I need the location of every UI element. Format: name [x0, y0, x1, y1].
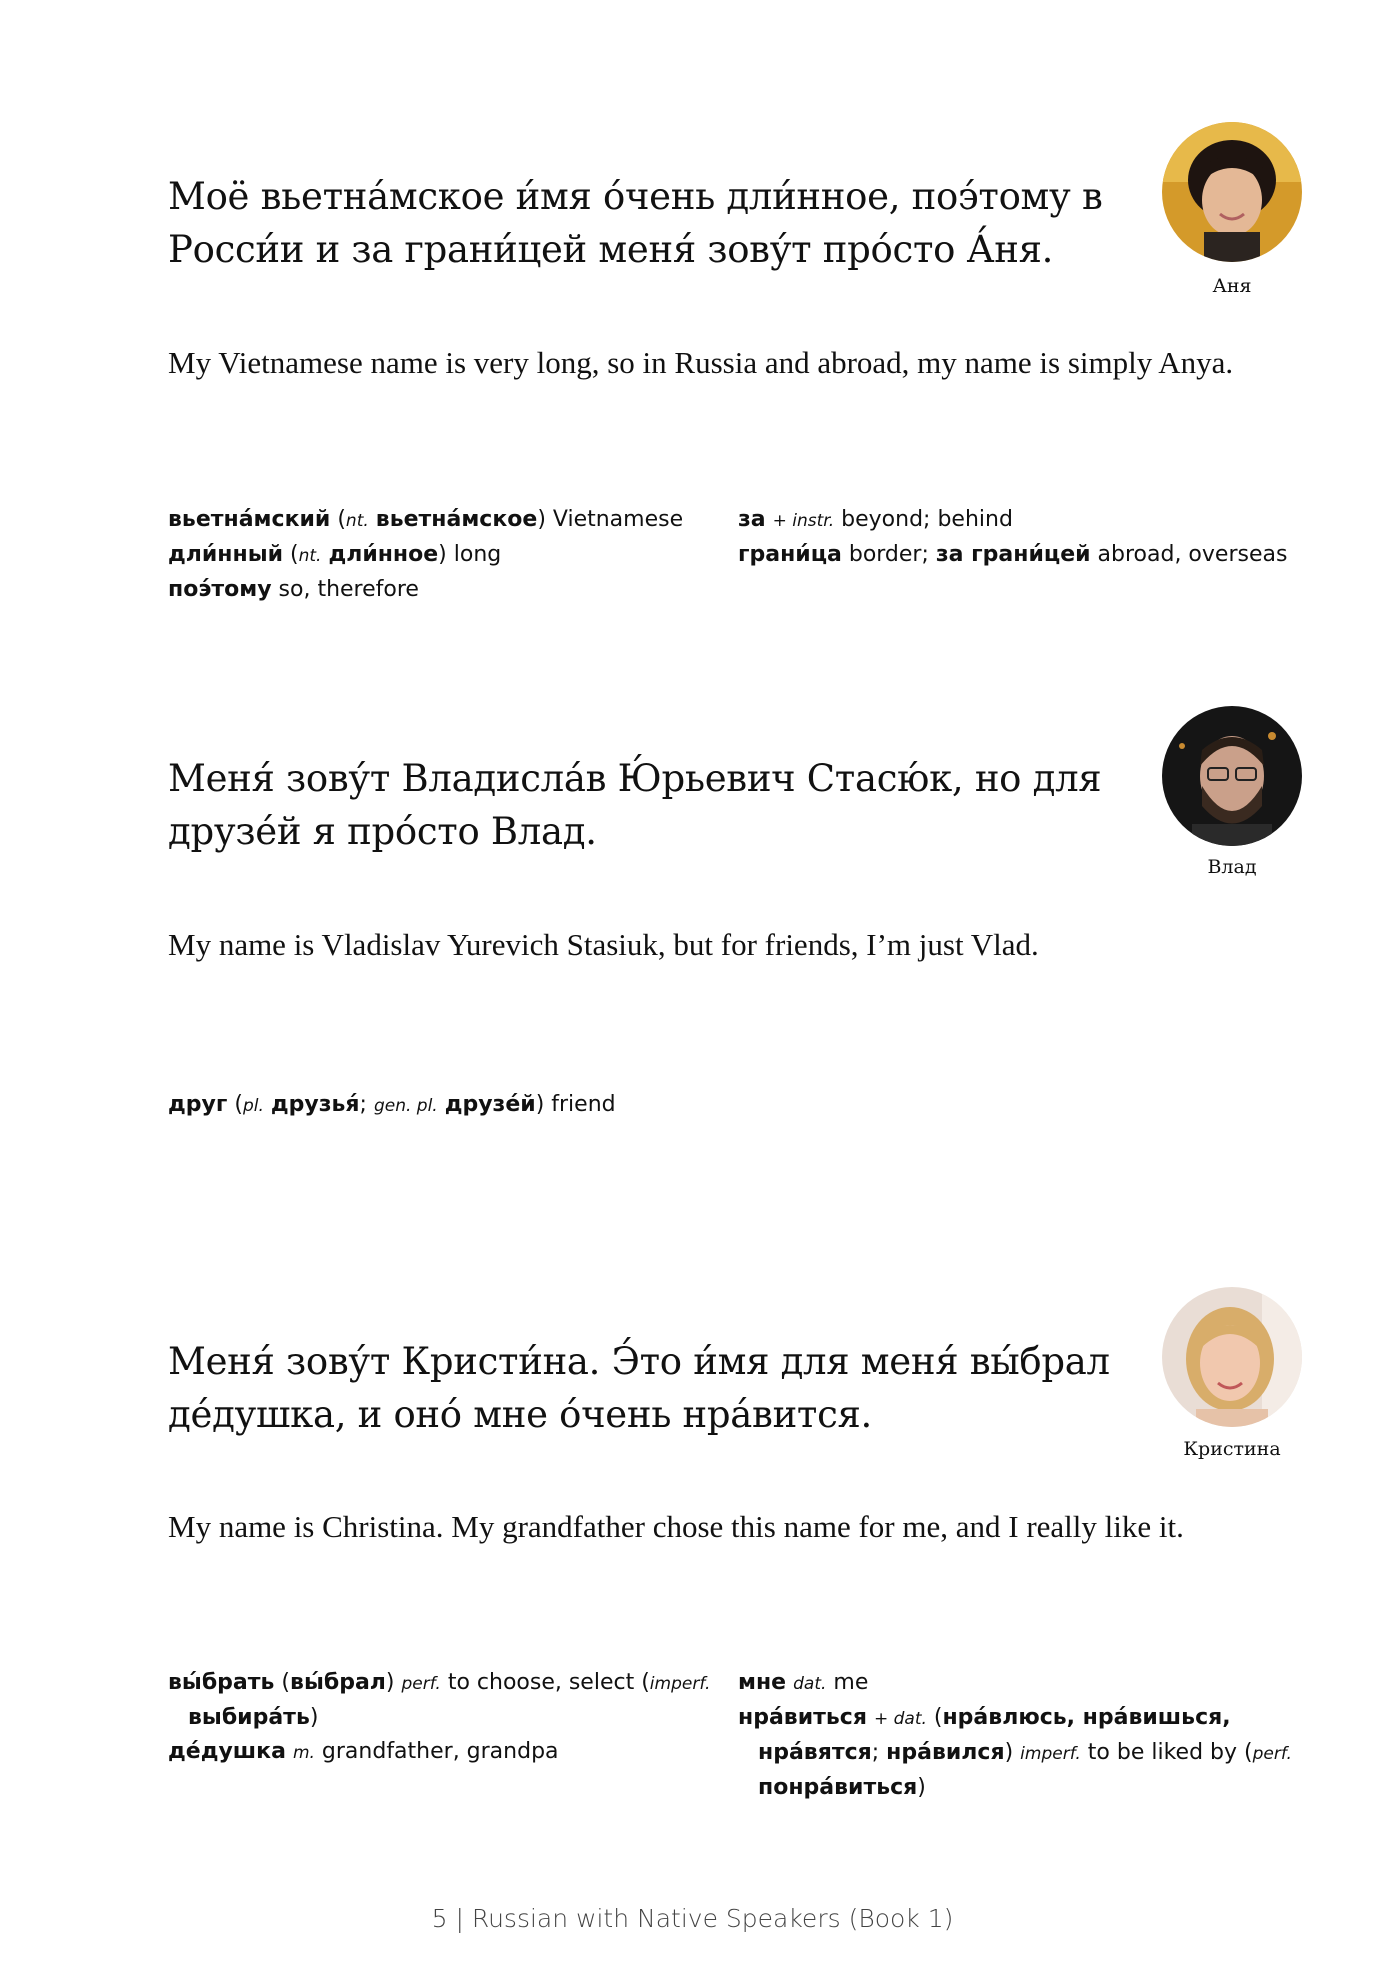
- vocab-entry: [168, 1088, 738, 1123]
- vocab-column-left: [168, 1088, 738, 1123]
- english-translation: My name is Christina. My grandfather chose this name for me, and I really like it.: [168, 1509, 1184, 1544]
- vocab-gloss: ;: [871, 1740, 887, 1765]
- grammar-note: nt.: [298, 546, 322, 566]
- vocab-headword: за: [738, 507, 766, 532]
- russian-sentence: Меня́ зову́т Кристи́на. Э́то и́мя для меня́ вы́брал де́душка, и оно́ мне о́чень нра́вится.: [168, 1340, 1110, 1436]
- vocab-column-right: [738, 503, 1308, 607]
- vocab-gloss: [438, 1092, 445, 1117]
- vocab-gloss: ;: [359, 1092, 374, 1117]
- vocab-gloss: [286, 1739, 293, 1764]
- vocab-form: вьетна́мское: [375, 507, 538, 532]
- vocab-headword: де́душка: [168, 1739, 286, 1764]
- vocab-headword: нра́виться: [738, 1705, 867, 1730]
- vocab-entry: [168, 1735, 738, 1770]
- page-footer: 5 | Russian with Native Speakers (Book 1): [431, 1904, 954, 1933]
- vocab-column-left: [168, 1666, 738, 1805]
- vocab-entry: [738, 1701, 1308, 1805]
- vocab-gloss: ) friend: [535, 1092, 616, 1117]
- grammar-note: + dat.: [873, 1709, 927, 1729]
- grammar-note: perf.: [1252, 1744, 1292, 1764]
- vocab-headword: мне: [738, 1670, 787, 1695]
- vocab-form: дли́нное: [328, 542, 439, 567]
- vocab-form: выбира́ть: [188, 1705, 310, 1730]
- russian-sentence: Меня́ зову́т Владисла́в Ю́рьевич Стасю́к, но для друзе́й я про́сто Влад.: [168, 757, 1102, 853]
- vocab-entry: [168, 503, 738, 538]
- grammar-note: nt.: [345, 511, 369, 531]
- vocab-gloss: [369, 507, 376, 532]
- grammar-note: + instr.: [772, 511, 835, 531]
- vocab-entry: [738, 1666, 1308, 1701]
- avatar-photo: [1162, 1287, 1302, 1427]
- grammar-note: pl.: [242, 1096, 264, 1116]
- vocab-headword: грани́ца: [738, 542, 842, 567]
- vocab-headword: дли́нный: [168, 542, 284, 567]
- vocab-gloss: abroad, overseas: [1090, 542, 1288, 567]
- vocabulary-block: [168, 1088, 1308, 1123]
- vocab-entry: [738, 538, 1308, 572]
- vocab-entry: [168, 573, 738, 607]
- grammar-note: perf.: [401, 1674, 441, 1694]
- vocab-gloss: ): [917, 1775, 926, 1800]
- vocab-gloss: ) Vietnamese: [537, 507, 684, 532]
- vocab-form: друзе́й: [444, 1092, 536, 1117]
- vocab-gloss: beyond; behind: [834, 507, 1013, 532]
- vocab-form: нра́вился: [886, 1740, 1005, 1765]
- vocab-gloss: me: [826, 1670, 869, 1695]
- vocab-gloss: (: [926, 1705, 943, 1730]
- vocab-gloss: grandfather, grandpa: [314, 1739, 559, 1764]
- vocab-form: вы́брал: [290, 1670, 386, 1695]
- grammar-note: m.: [292, 1743, 315, 1763]
- vocab-entry: [738, 503, 1308, 538]
- vocab-gloss: ): [309, 1705, 319, 1730]
- vocab-gloss: (: [274, 1670, 291, 1695]
- grammar-note: gen. pl.: [373, 1096, 438, 1116]
- avatar-photo: [1162, 122, 1302, 262]
- vocab-entry: [168, 538, 738, 573]
- vocab-gloss: ): [1004, 1740, 1021, 1765]
- vocab-column-right: [738, 1666, 1308, 1805]
- vocab-column-left: [168, 503, 738, 607]
- vocab-entry: [168, 1666, 738, 1735]
- vocab-gloss: ) long: [438, 542, 502, 567]
- avatar-photo: [1162, 706, 1302, 846]
- vocab-form: друзья́: [270, 1092, 360, 1117]
- english-translation: My Vietnamese name is very long, so in Russia and abroad, my name is simply Anya.: [168, 345, 1234, 380]
- vocab-gloss: [264, 1092, 271, 1117]
- vocab-gloss: (: [227, 1092, 243, 1117]
- vocab-gloss: to be liked by (: [1080, 1740, 1253, 1765]
- vocab-gloss: so, therefore: [271, 577, 419, 602]
- vocab-gloss: (: [330, 507, 346, 532]
- vocab-column-right: [738, 1088, 1308, 1123]
- vocabulary-block: [168, 1666, 1308, 1805]
- russian-sentence: Моё вьетна́мское и́мя о́чень дли́нное, поэ́тому в Росси́и и за грани́цей меня́ зову́т про́сто А́ня.: [168, 175, 1103, 271]
- vocab-gloss: ): [385, 1670, 402, 1695]
- avatar-name: Кристина: [1183, 1438, 1281, 1460]
- english-translation: My name is Vladislav Yurevich Stasiuk, but for friends, I’m just Vlad.: [168, 927, 1039, 962]
- vocab-headword: поэ́тому: [168, 577, 272, 602]
- vocab-gloss: (: [283, 542, 299, 567]
- vocab-gloss: [867, 1705, 874, 1730]
- vocab-form: понра́виться: [758, 1775, 918, 1800]
- grammar-note: imperf.: [649, 1674, 711, 1694]
- grammar-note: dat.: [793, 1674, 827, 1694]
- vocab-gloss: to choose, select (: [440, 1670, 650, 1695]
- avatar-name: Влад: [1207, 856, 1257, 878]
- entry-anya: [168, 170, 1308, 276]
- vocab-headword: вы́брать: [168, 1670, 275, 1695]
- entry-kristina: [168, 1335, 1308, 1441]
- avatar-name: Аня: [1212, 275, 1252, 297]
- vocab-form: за грани́цей: [935, 542, 1091, 567]
- vocabulary-block: [168, 503, 1308, 607]
- vocab-headword: друг: [168, 1092, 228, 1117]
- entry-vlad: [168, 752, 1308, 858]
- vocab-headword: вьетна́мский: [168, 507, 331, 532]
- vocab-form: нра́влюсь, нра́вишься, нра́вятся: [758, 1705, 1231, 1765]
- grammar-note: imperf.: [1020, 1744, 1081, 1764]
- vocab-gloss: border;: [841, 542, 936, 567]
- vocab-gloss: [766, 507, 773, 532]
